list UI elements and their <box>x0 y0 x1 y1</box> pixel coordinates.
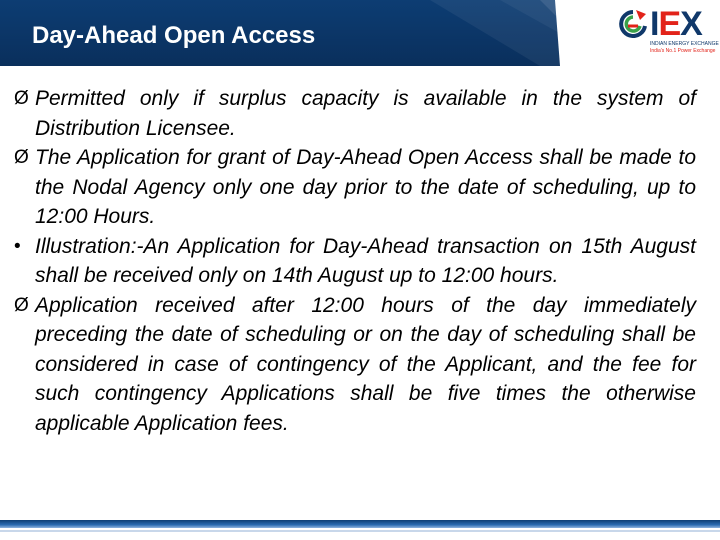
bullet-item <box>14 291 696 439</box>
arrow-bullet-icon: Ø <box>14 294 29 316</box>
bullet-text: Permitted only if surplus capacity is available in the system of Distribution Licensee. <box>35 87 696 140</box>
title-bar <box>0 0 590 66</box>
bullet-text: The Application for grant of Day-Ahead Open Access shall be made to the Nodal Agency only one day prior to the date of scheduling, up to 12:00 Hours. <box>35 146 696 228</box>
bullet-text: Application received after 12:00 hours of the day immediately preceding the date of scheduling or on the day of scheduling shall be considered in case of contingency of the Applicant, and the fee for such contingency Applications shall be five times the otherwise applicable Application fees. <box>35 293 696 435</box>
footer-line <box>0 530 720 532</box>
page-title: Day-Ahead Open Access <box>32 22 316 49</box>
footer-divider <box>0 520 720 528</box>
iex-logo-subtitle: INDIAN ENERGY EXCHANGE <box>650 41 719 47</box>
iex-logo-tagline: India's No.1 Power Exchange <box>650 48 716 54</box>
iex-logo <box>616 4 719 62</box>
iex-logo-text: IEX <box>650 5 702 43</box>
bullet-item <box>14 84 696 143</box>
bullet-list <box>14 84 696 438</box>
bullet-text: Illustration:-An Application for Day-Ahead transaction on 15th August shall be received only on 14th August up to 12:00 hours. <box>35 234 696 287</box>
dot-bullet-icon: • <box>14 235 21 257</box>
arrow-bullet-icon: Ø <box>14 88 29 109</box>
bullet-item <box>14 232 696 291</box>
arrow-bullet-icon: Ø <box>14 147 29 168</box>
iex-swirl-icon <box>616 6 650 46</box>
bullet-item <box>14 143 696 232</box>
slide-header <box>0 0 720 66</box>
